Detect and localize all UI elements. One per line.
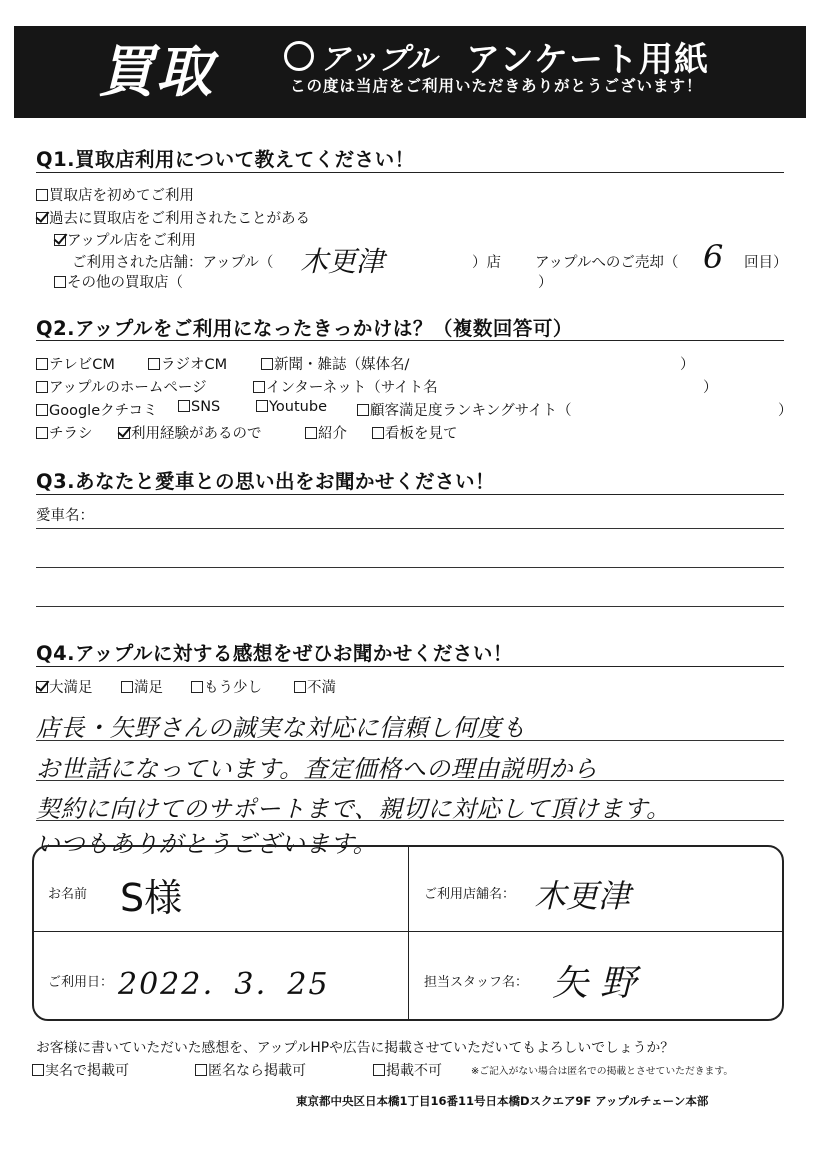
q2-option-internet[interactable]: インターネット（サイト名: [253, 376, 438, 397]
q4-option-little-more[interactable]: もう少し: [191, 676, 262, 697]
checkbox-checked[interactable]: [36, 681, 48, 693]
q1-option-past-used[interactable]: 過去に買取店をご利用されたことがある: [36, 207, 310, 228]
q1-store-handwritten: 木更津: [300, 245, 385, 278]
checkbox[interactable]: [305, 427, 317, 439]
checkbox[interactable]: [36, 358, 48, 370]
checkbox[interactable]: [261, 358, 273, 370]
q4-option-satisfied[interactable]: 満足: [121, 676, 163, 697]
name-label: お名前: [48, 887, 88, 902]
consent-note: ※ご記入がない場合は匿名での掲載とさせていただきます。: [471, 1066, 734, 1077]
q2-ranking-close: ）: [778, 403, 793, 419]
checkbox[interactable]: [294, 681, 306, 693]
checkbox[interactable]: [357, 404, 369, 416]
q2-heading: Q2.アップルをご利用になったきっかけは？（複数回答可）: [36, 317, 573, 340]
q1-store-label: ご利用された店舗：アップル（: [72, 255, 274, 271]
q1-divider: [36, 172, 784, 173]
survey-title: アンケート用紙: [466, 40, 709, 80]
checkbox[interactable]: [253, 381, 265, 393]
checkbox[interactable]: [372, 427, 384, 439]
staff-value: 矢野: [552, 963, 649, 1004]
consent-option-real-name[interactable]: 実名で掲載可: [32, 1060, 129, 1080]
q4-comment-line: 契約に向けてのサポートまで、親切に対応して頂けます。: [36, 795, 671, 823]
checkbox[interactable]: [36, 427, 48, 439]
store-name-value: 木更津: [534, 877, 631, 915]
checkbox[interactable]: [36, 381, 48, 393]
info-divider-horizontal: [34, 931, 782, 932]
q1-count-label: アップルへのご売却（: [535, 255, 679, 271]
q2-option-signboard[interactable]: 看板を見て: [372, 422, 458, 443]
checkbox[interactable]: [178, 400, 190, 412]
q2-option-google[interactable]: Googleクチコミ: [36, 399, 158, 420]
q4-divider: [36, 666, 784, 667]
q3-write-line: [36, 567, 784, 568]
checkbox[interactable]: [373, 1064, 385, 1076]
checkbox-checked[interactable]: [54, 234, 66, 246]
checkbox[interactable]: [256, 400, 268, 412]
consent-option-not-allowed[interactable]: 掲載不可: [373, 1060, 442, 1080]
q1-count-handwritten: 6: [703, 238, 724, 276]
info-divider-vertical: [408, 847, 409, 1019]
q1-option-apple-used[interactable]: アップル店をご利用: [54, 229, 196, 250]
q2-option-referral[interactable]: 紹介: [305, 422, 347, 443]
consent-option-anonymous[interactable]: 匿名なら掲載可: [195, 1060, 306, 1080]
checkbox[interactable]: [54, 276, 66, 288]
q2-option-experience[interactable]: 利用経験があるので: [118, 422, 262, 443]
q1-option-other[interactable]: その他の買取店（: [54, 271, 183, 292]
q4-comment-line: 店長・矢野さんの誠実な対応に信頼し何度も: [36, 714, 526, 742]
q2-option-youtube[interactable]: Youtube: [256, 399, 327, 415]
q4-comment-line: お世話になっています。査定価格への理由説明から: [36, 755, 598, 783]
q1-other-close: ）: [538, 275, 553, 291]
checkbox[interactable]: [191, 681, 203, 693]
q2-option-sns[interactable]: SNS: [178, 399, 220, 415]
checkbox-checked[interactable]: [118, 427, 130, 439]
checkbox[interactable]: [121, 681, 133, 693]
apple-logo-text: アップル: [320, 42, 437, 77]
q3-heading: Q3.あなたと愛車との思い出をお聞かせください！: [36, 470, 496, 493]
customer-info-box: [32, 845, 784, 1021]
q4-comment-line: いつもありがとうございます。: [36, 830, 378, 858]
apple-logo: [284, 34, 437, 78]
checkbox[interactable]: [36, 404, 48, 416]
q1-option-first-time[interactable]: 買取店を初めてご利用: [36, 184, 194, 205]
q2-option-ranking[interactable]: 顧客満足度ランキングサイト（: [357, 399, 572, 420]
checkbox[interactable]: [195, 1064, 207, 1076]
consent-question: お客様に書いていただいた感想を、アップルHPや広告に掲載させていただいてもよろしいでしょうか？: [36, 1040, 675, 1056]
q2-option-radio[interactable]: ラジオCM: [148, 353, 227, 374]
staff-label: 担当スタッフ名：: [424, 975, 529, 990]
q2-option-newspaper[interactable]: 新聞・雑誌（媒体名/: [261, 353, 409, 374]
q1-heading: Q1.買取店利用について教えてください！: [36, 148, 415, 171]
date-value: 2022．3．25: [118, 967, 330, 1002]
q1-store-suffix: ）店: [472, 255, 501, 271]
q2-internet-close: ）: [703, 380, 718, 396]
checkbox[interactable]: [36, 189, 48, 201]
q2-option-tv[interactable]: テレビCM: [36, 353, 115, 374]
q4-heading: Q4.アップルに対する感想をぜひお聞かせください！: [36, 642, 513, 665]
checkbox[interactable]: [148, 358, 160, 370]
q4-option-very-satisfied[interactable]: 大満足: [36, 676, 93, 697]
store-name-label: ご利用店舗名：: [424, 887, 516, 902]
q3-write-line: [36, 528, 784, 529]
checkbox-checked[interactable]: [36, 212, 48, 224]
footer-address: 東京都中央区日本橋1丁目16番11号日本橋Dスクエア9F アップルチェーン本部: [296, 1094, 709, 1108]
kaitori-title: 買取: [98, 40, 214, 105]
q2-newspaper-close: ）: [680, 357, 695, 373]
q3-divider: [36, 494, 784, 495]
date-label: ご利用日：: [48, 975, 114, 990]
q4-option-dissatisfied[interactable]: 不満: [294, 676, 336, 697]
header-banner: [14, 26, 806, 118]
q3-car-name-label: 愛車名：: [36, 508, 94, 524]
q1-count-suffix: 回目）: [744, 255, 788, 271]
q2-option-homepage[interactable]: アップルのホームページ: [36, 376, 207, 397]
q2-divider: [36, 340, 784, 341]
name-value: S様: [120, 876, 183, 920]
q2-option-flyer[interactable]: チラシ: [36, 422, 93, 443]
apple-logo-icon: [284, 41, 314, 71]
checkbox[interactable]: [32, 1064, 44, 1076]
header-subtitle: この度は当店をご利用いただきありがとうございます！: [290, 77, 703, 95]
q3-write-line: [36, 606, 784, 607]
